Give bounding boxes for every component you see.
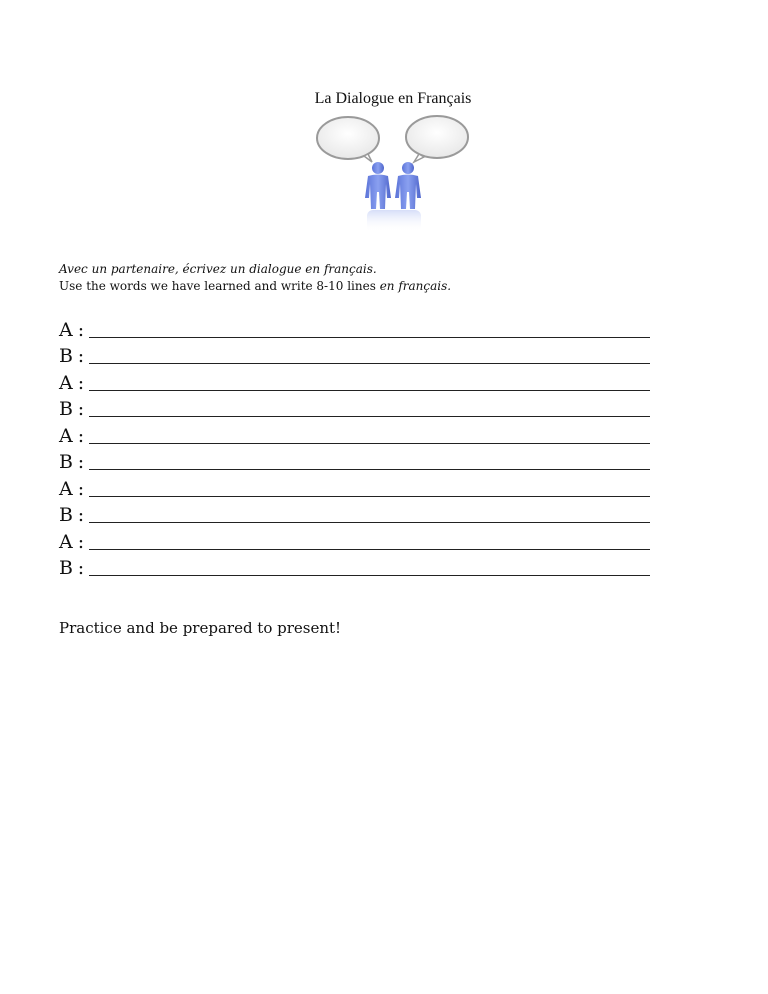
instruction-line-2-emphasis: en français. — [379, 279, 452, 293]
right-speech-bubble — [406, 116, 468, 162]
answer-blank-line[interactable] — [89, 425, 650, 444]
dialogue-line — [59, 553, 659, 580]
dialogue-line — [59, 526, 659, 553]
answer-blank-line[interactable] — [89, 504, 650, 523]
speaker-label: B — [59, 345, 73, 367]
dialogue-line — [59, 367, 659, 394]
speaker-label: B — [59, 504, 73, 526]
speaker-label: B — [59, 451, 73, 473]
answer-blank-line[interactable] — [89, 557, 650, 576]
speaker-label: A — [59, 318, 73, 341]
speaker-separator: : — [77, 451, 85, 473]
speaker-separator: : — [77, 345, 85, 367]
answer-blank-line[interactable] — [89, 451, 650, 470]
left-speech-bubble — [317, 117, 379, 162]
dialogue-line — [59, 473, 659, 500]
speaker-separator: : — [77, 557, 85, 579]
speaker-label: A — [59, 371, 73, 394]
left-person-figure — [365, 162, 391, 209]
speaker-label: A — [59, 530, 73, 553]
speaker-label: B — [59, 557, 73, 579]
speaker-separator: : — [77, 530, 85, 553]
dialogue-line — [59, 500, 659, 527]
speaker-separator: : — [77, 398, 85, 420]
speaker-separator: : — [77, 318, 85, 341]
speaker-separator: : — [77, 477, 85, 500]
dialogue-line — [59, 394, 659, 421]
page-title: La Dialogue en Français — [314, 90, 472, 107]
closing-text: Practice and be prepared to present! — [59, 619, 342, 637]
speaker-separator: : — [77, 424, 85, 447]
instructions — [59, 261, 451, 295]
speaker-separator: : — [77, 371, 85, 394]
right-person-figure — [395, 162, 421, 209]
dialogue-line — [59, 447, 659, 474]
answer-blank-line[interactable] — [89, 398, 650, 417]
dialogue-lines — [59, 314, 659, 579]
dialogue-line — [59, 341, 659, 368]
answer-blank-line[interactable] — [89, 319, 650, 338]
speaker-separator: : — [77, 504, 85, 526]
speaker-label: A — [59, 477, 73, 500]
answer-blank-line[interactable] — [89, 531, 650, 550]
speaker-label: B — [59, 398, 73, 420]
two-people-speech-bubbles-icon — [312, 112, 474, 240]
answer-blank-line[interactable] — [89, 345, 650, 364]
figure-reflection — [367, 210, 421, 232]
answer-blank-line[interactable] — [89, 372, 650, 391]
instruction-line-1: Avec un partenaire, écrivez un dialogue en français. — [59, 262, 377, 276]
instruction-line-2-text: Use the words we have learned and write 8-10 lines — [59, 279, 380, 293]
dialogue-line — [59, 420, 659, 447]
dialogue-line — [59, 314, 659, 341]
instruction-line-2 — [59, 278, 451, 295]
speaker-label: A — [59, 424, 73, 447]
answer-blank-line[interactable] — [89, 478, 650, 497]
